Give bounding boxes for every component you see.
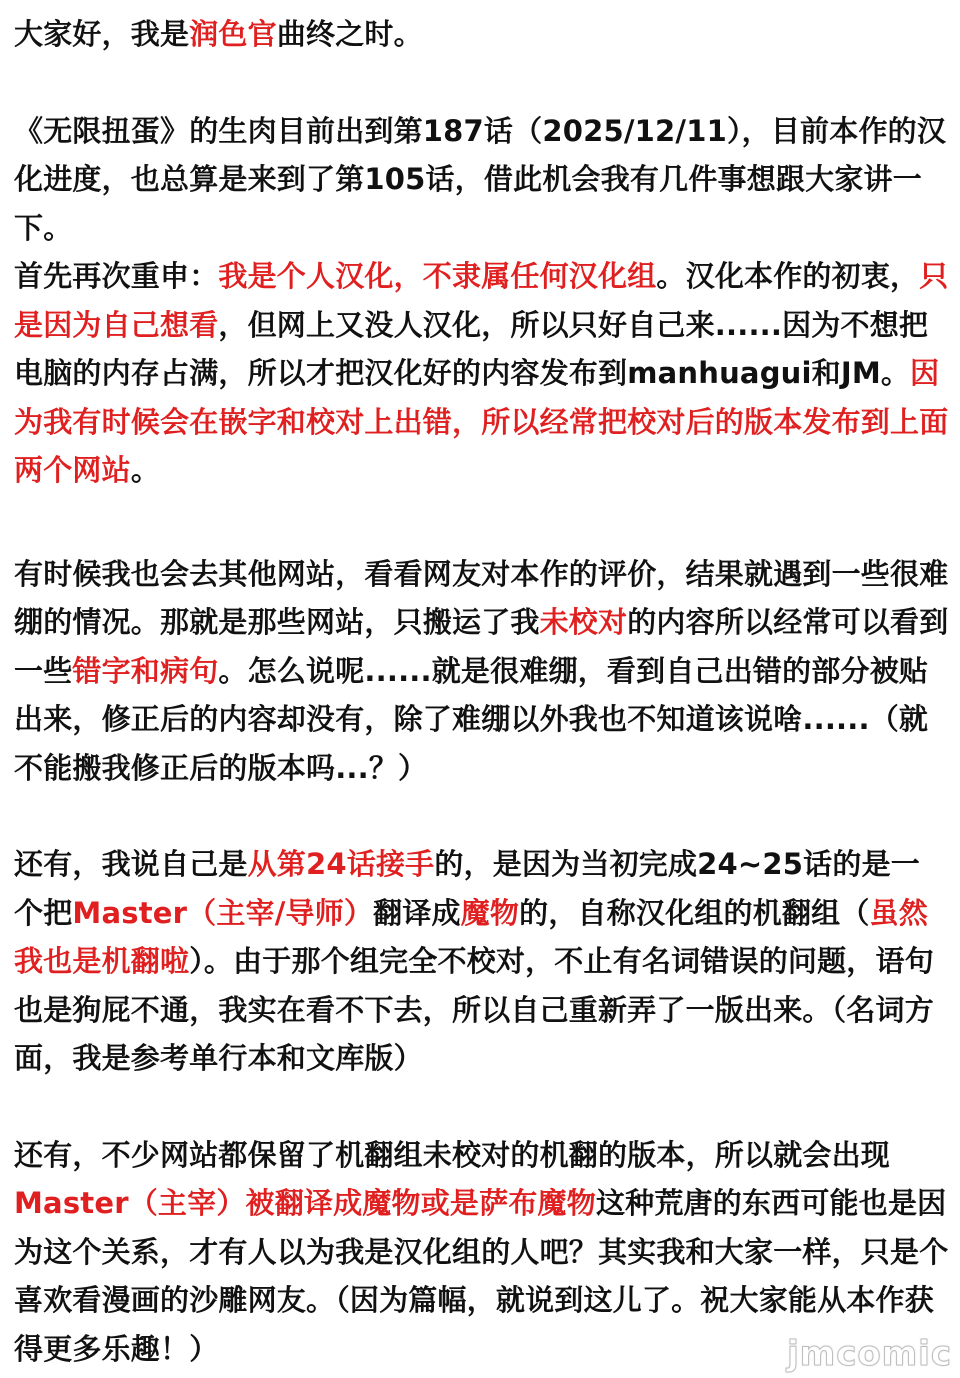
text-segment: 还有，不少网站都保留了机翻组未校对的机翻的版本，所以就会出现	[14, 1137, 891, 1172]
highlight-segment: Master（主宰）被翻译成魔物或是萨布魔物	[14, 1186, 596, 1220]
highlight-segment: 虽然我也是机翻啦	[14, 895, 928, 978]
text-segment: 的，是因为当初完成24~25话的是一个把	[14, 847, 920, 930]
paragraph-greeting	[14, 10, 949, 59]
highlight-segment: 从第24话接手	[247, 847, 435, 881]
paragraph-other-sites	[14, 550, 949, 793]
paragraph-spacer	[14, 495, 949, 550]
text-segment: 曲终之时。	[276, 17, 423, 51]
text-segment: 的，自称汉化组的机翻组（	[519, 895, 870, 930]
highlight-segment: Master（主宰/导师）	[72, 895, 374, 930]
paragraph-spacer	[14, 1083, 949, 1131]
paragraph-statement	[14, 252, 949, 495]
highlight-segment: 只是因为自己想看	[14, 259, 949, 342]
text-segment: 有时候我也会去其他网站，看看网友对本作的评价，结果就遇到一些很难绷的情况。那就是那些网站，只搬运了我	[14, 556, 949, 639]
paragraph-spacer	[14, 792, 949, 840]
text-segment: 。	[130, 453, 161, 487]
paragraph-takeover	[14, 840, 949, 1083]
watermark-logo: jmcomic	[787, 1334, 952, 1374]
highlight-segment: 润色官	[189, 17, 277, 51]
text-segment: 大家好，我是	[14, 17, 190, 51]
paragraph-progress	[14, 107, 949, 253]
highlight-segment: 错字和病句	[72, 653, 219, 688]
text-segment: 《无限扭蛋》的生肉目前出到第187话（2025/12/11），目前本作的汉化进度，也总算是来到了第105话，借此机会我有几件事想跟大家讲一下。	[14, 113, 947, 245]
text-segment: 首先再次重申：	[14, 259, 219, 293]
highlight-segment: 因为我有时候会在嵌字和校对上出错，所以经常把校对后的版本发布到上面两个网站	[14, 356, 949, 487]
highlight-segment: 魔物	[460, 895, 520, 930]
highlight-segment: 我是个人汉化，不隶属任何汉化组	[218, 259, 657, 293]
text-segment: 这种荒唐的东西可能也是因为这个关系，才有人以为我是汉化组的人吧？其实我和大家一样，只是个喜欢看漫画的沙雕网友。（因为篇幅，就说到这儿了。祝大家能从本作获得更多乐趣！）	[14, 1186, 949, 1366]
text-segment: 。汉化本作的初衷，	[656, 259, 920, 293]
text-segment: ，但网上又没人汉化，所以只好自己来......因为不想把电脑的内存占满，所以才把汉化好的内容发布到manhuagui和JM。	[14, 307, 929, 390]
text-segment: 翻译成	[373, 895, 461, 930]
highlight-segment: 未校对	[539, 605, 628, 639]
text-segment: ）。由于那个组完全不校对，不止有名词错误的问题，语句也是狗屁不通，我实在看不下去，所以自己重新弄了一版出来。（名词方面，我是参考单行本和文库版）	[14, 944, 934, 1075]
text-segment: 。怎么说呢......就是很难绷，看到自己出错的部分被贴出来，修正后的内容却没有，除了难绷以外我也不知道该说啥......（就不能搬我修正后的版本吗...？）	[14, 653, 929, 785]
text-segment: 还有，我说自己是	[14, 847, 248, 881]
paragraph-spacer	[14, 59, 949, 107]
text-segment: 的内容所以经常可以看到一些	[14, 605, 949, 688]
document-body	[14, 10, 949, 1373]
